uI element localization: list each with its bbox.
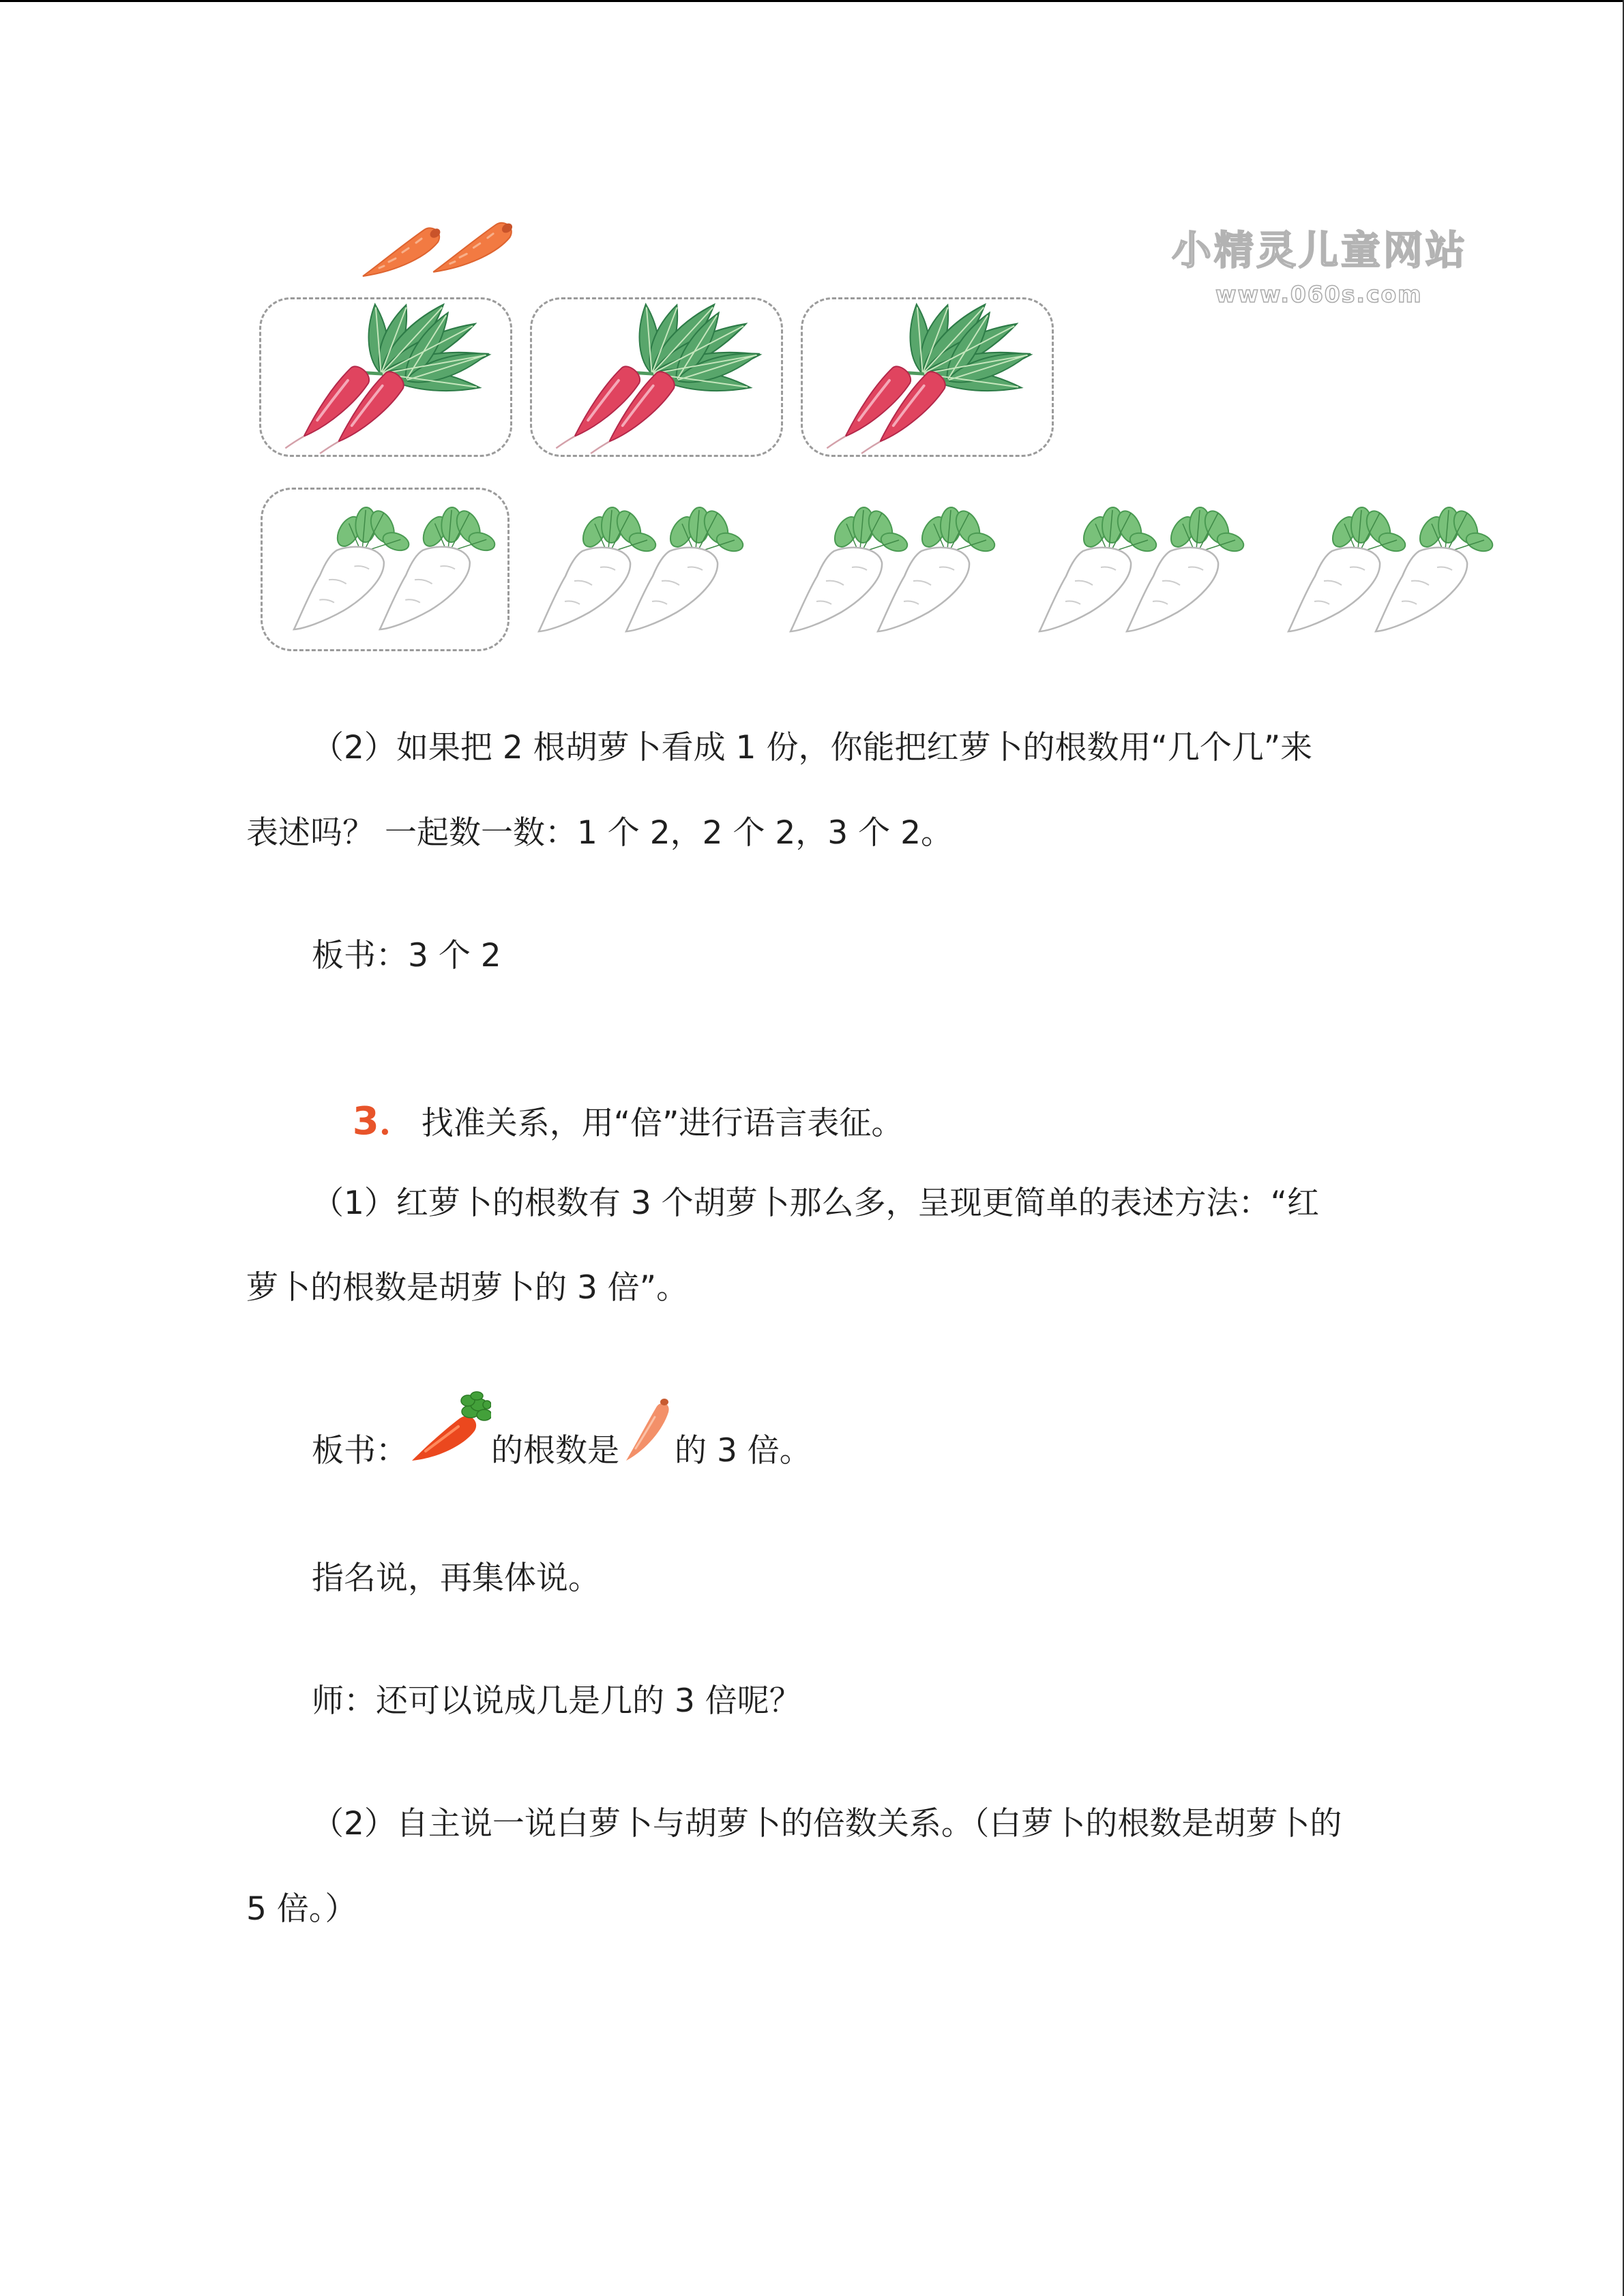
- dashed-group-box: [259, 297, 512, 457]
- red-carrot-icon: [408, 1391, 491, 1464]
- board-note-2: [312, 1388, 812, 1472]
- red-radish-icon: [532, 299, 781, 455]
- teacher-question: 师：还可以说成几是几的 3 倍呢？: [312, 1682, 801, 1720]
- section-3-q2-line-1: （2）自主说一说白萝卜与胡萝卜的倍数关系。（白萝卜的根数是胡萝卜的: [312, 1805, 1342, 1843]
- section-3-heading: [312, 1060, 903, 1185]
- white-radish-icon: [1035, 505, 1247, 634]
- carrot-icon: [622, 1391, 675, 1464]
- section-title: 找准关系，用“倍”进行语言表征。: [421, 1105, 904, 1142]
- section-3-q1-line-2: 萝卜的根数是胡萝卜的 3 倍”。: [246, 1269, 689, 1307]
- question-2-line-2: 表述吗？ 一起数一数：1 个 2，2 个 2，3 个 2。: [246, 814, 953, 852]
- red-radish-icon: [803, 299, 1052, 455]
- dashed-group-box: [530, 297, 783, 457]
- white-radish-icon: [535, 505, 746, 634]
- watermark-site-url: www.060s.com: [1215, 281, 1423, 308]
- dashed-group-box: [261, 488, 510, 651]
- board-note-2-prefix: 板书：: [312, 1432, 408, 1470]
- white-radish-icon: [290, 505, 498, 632]
- board-note-2-middle: 的根数是: [491, 1432, 619, 1470]
- section-3-q2-line-2: 5 倍。）: [246, 1890, 357, 1928]
- dashed-group-box: [801, 297, 1054, 457]
- white-radish-icon: [786, 505, 998, 634]
- red-radish-icon: [261, 299, 510, 455]
- section-number: 3．: [352, 1099, 417, 1144]
- instruction-line: 指名说，再集体说。: [312, 1560, 600, 1597]
- page-top-border: [0, 0, 1624, 2]
- watermark-site-name: 小精灵儿童网站: [1172, 227, 1468, 273]
- board-note-2-suffix: 的 3 倍。: [675, 1432, 812, 1470]
- board-note-1: 板书：3 个 2: [312, 937, 501, 974]
- question-2-line-1: （2）如果把 2 根胡萝卜看成 1 份，你能把红萝卜的根数用“几个几”来: [312, 729, 1313, 766]
- section-3-q1-line-1: （1）红萝卜的根数有 3 个胡萝卜那么多，呈现更简单的表述方法：“红: [312, 1184, 1320, 1222]
- white-radish-icon: [1284, 505, 1496, 634]
- carrot-pair-icon: [355, 209, 525, 282]
